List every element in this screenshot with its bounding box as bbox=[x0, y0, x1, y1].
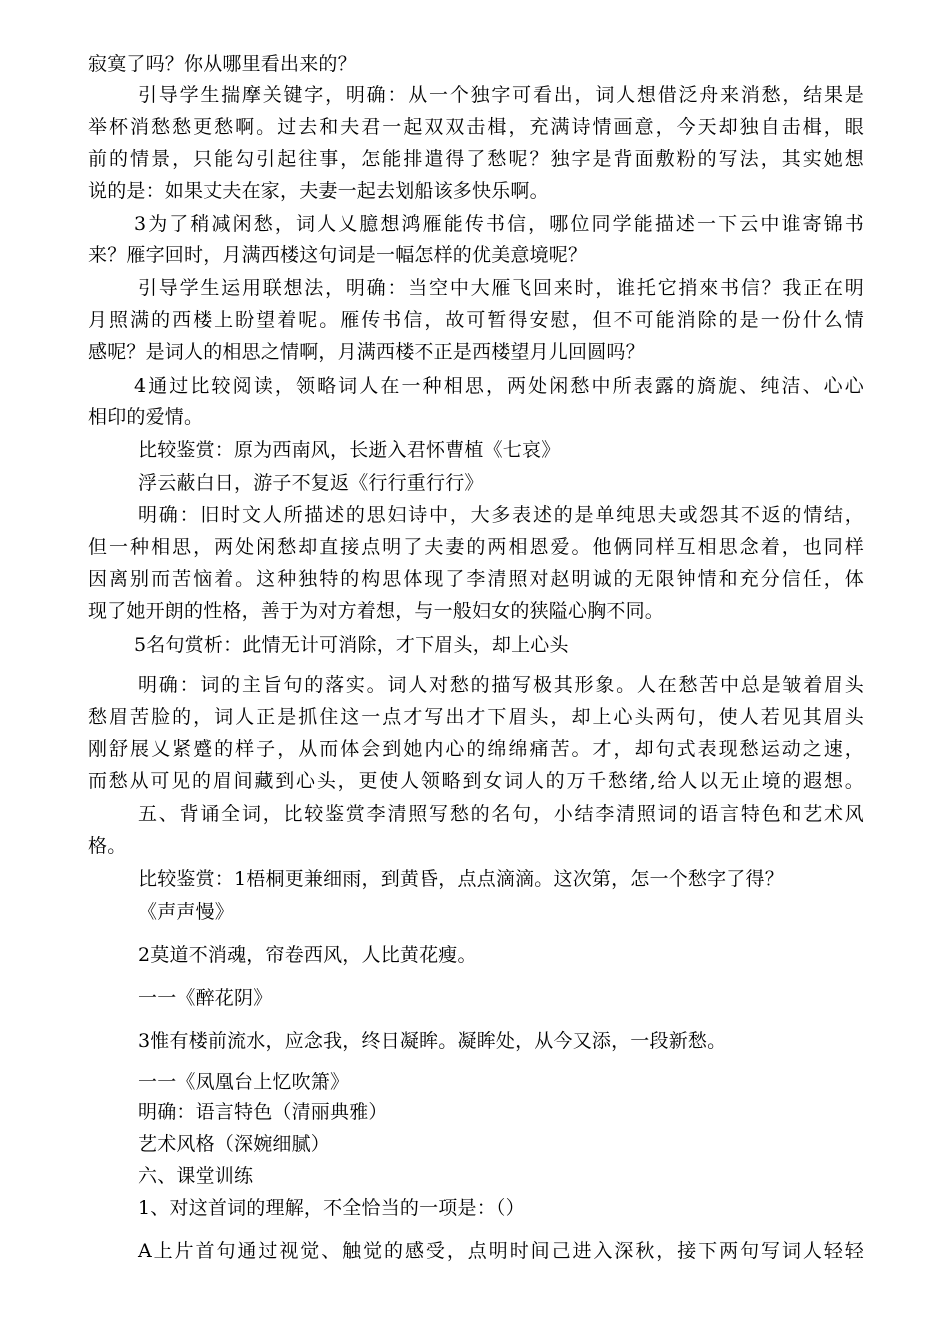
text-line: 艺术风格（深婉细腻） bbox=[138, 1133, 331, 1155]
text-line: 明确：旧时文人所描述的思妇诗中，大多表述的是单纯思夫或怨其不返的情结， bbox=[138, 504, 864, 526]
text-line: 因离别而苦恼着。这种独特的构思体现了李清照对赵明诚的无限钟情和充分信任，体 bbox=[88, 568, 864, 590]
text-line: 月照满的西楼上盼望着呢。雁传书信，故可暂得安慰，但不可能消除的是一份什么情 bbox=[88, 309, 864, 331]
text-line: 说的是：如果丈夫在家，夫妻一起去划船该多快乐啊。 bbox=[88, 180, 549, 202]
text-line: 愁眉苦脸的，词人正是抓住这一点才写出才下眉头，却上心头两句，使人若见其眉头 bbox=[88, 706, 864, 728]
text-line: 比较鉴赏：原为西南风，长逝入君怀曹植《七哀》 bbox=[138, 439, 561, 461]
text-line: 现了她开朗的性格，善于为对方着想，与一般妇女的狭隘心胸不同。 bbox=[88, 600, 665, 622]
text-line: 而愁从可见的眉间藏到心头，更使人领略到女词人的万千愁绪,给人以无止境的遐想。 bbox=[88, 770, 864, 792]
text-line: 5名句赏析：此情无计可消除，才下眉头，却上心头 bbox=[134, 634, 569, 656]
text-line: 3为了稍减闲愁，词人乂臆想鸿雁能传书信，哪位同学能描述一下云中谁寄锦书 bbox=[134, 213, 864, 235]
text-line: 相印的爱情。 bbox=[88, 406, 204, 428]
text-line: 感呢？是词人的相思之情啊，月满西楼不正是西楼望月儿回圆吗？ bbox=[88, 341, 645, 363]
text-line: 2莫道不消魂，帘卷西风，人比黄花瘦。 bbox=[138, 944, 477, 966]
text-line: 比较鉴赏：1梧桐更兼细雨，到黄昏，点点滴滴。这次第，怎一个愁字了得？ bbox=[138, 868, 784, 890]
text-line: 4通过比较阅读，领略词人在一种相思，两处闲愁中所表露的旖旎、纯洁、心心 bbox=[134, 375, 864, 397]
text-line: 一一《醉花阴》 bbox=[138, 987, 273, 1009]
text-line: 1、对这首词的理解，不全恰当的一项是：（） bbox=[138, 1197, 525, 1219]
text-line: A上片首句通过视觉、触觉的感受，点明时间己进入深秋，接下两句写词人轻轻 bbox=[138, 1240, 864, 1262]
text-line: 五、背诵全词，比较鉴赏李清照写愁的名句，小结李清照词的语言特色和艺术风 bbox=[138, 803, 864, 825]
text-line: 来？雁字回时，月满西楼这句词是一幅怎样的优美意境呢？ bbox=[88, 244, 588, 266]
text-line: 一一《凤凰台上忆吹箫》 bbox=[138, 1071, 350, 1093]
text-line: 寂寞了吗？你从哪里看出来的？ bbox=[88, 53, 357, 75]
text-line: 举杯消愁愁更愁啊。过去和夫君一起双双击楫，充满诗情画意，今天却独自击楫，眼 bbox=[88, 116, 864, 138]
text-line: 刚舒展乂紧蹙的样子，从而体会到她内心的绵绵痛苦。才，却句式表现愁运动之速， bbox=[88, 738, 864, 760]
text-line: 浮云蔽白日，游子不复返《行行重行行》 bbox=[138, 472, 484, 494]
text-line: 明确：语言特色（清丽典雅） bbox=[138, 1101, 388, 1123]
text-line: 前的情景，只能勾引起往事，怎能排遣得了愁呢？独字是背面敷粉的写法，其实她想 bbox=[88, 148, 864, 170]
text-line: 《声声慢》 bbox=[138, 901, 235, 923]
text-line: 但一种相思，两处闲愁却直接点明了夫妻的两相恩爱。他俩同样互相思念着，也同样 bbox=[88, 536, 864, 558]
text-line: 格。 bbox=[88, 835, 127, 857]
text-line: 引导学生揣摩关键字，明确：从一个独字可看出，词人想借泛舟来消愁，结果是 bbox=[138, 84, 864, 106]
text-line: 六、课堂训练 bbox=[138, 1165, 254, 1187]
text-line: 3惟有楼前流水，应念我，终日凝眸。凝眸处，从今又添，一段新愁。 bbox=[138, 1030, 727, 1052]
text-line: 引导学生运用联想法，明确：当空中大雁飞回来时，谁托它捎來书信？我正在明 bbox=[138, 277, 864, 299]
text-line: 明确：词的主旨句的落实。词人对愁的描写极其形象。人在愁苦中总是皱着眉头 bbox=[138, 674, 864, 696]
